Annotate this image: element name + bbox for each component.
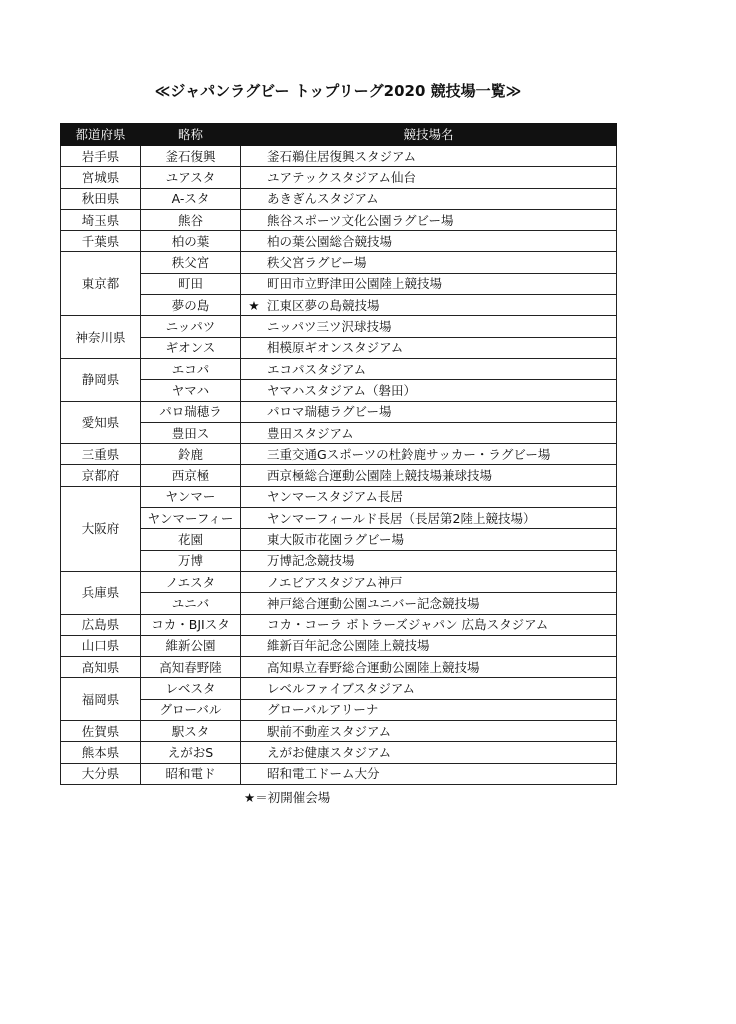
- venue-name: ニッパツ三ツ沢球技場: [267, 319, 392, 335]
- venue-cell: [241, 273, 617, 294]
- abbreviation-cell: 夢の島: [141, 295, 241, 316]
- table-row: [61, 742, 617, 763]
- abbreviation-cell: 町田: [141, 273, 241, 294]
- table-row: [61, 188, 617, 209]
- venue-cell: [241, 188, 617, 209]
- abbreviation-cell: グローバル: [141, 699, 241, 720]
- table-row: [61, 401, 617, 422]
- abbreviation-cell: 維新公園: [141, 635, 241, 656]
- footnote: ★＝初開催会場: [244, 790, 331, 805]
- abbreviation-cell: 鈴鹿: [141, 444, 241, 465]
- abbreviation-cell: 秩父宮: [141, 252, 241, 273]
- venue-name: 駅前不動産スタジアム: [267, 723, 392, 739]
- table-row: [61, 380, 617, 401]
- table-row: [61, 209, 617, 230]
- table-row: [61, 337, 617, 358]
- abbreviation-cell: 豊田ス: [141, 422, 241, 443]
- table-row: [61, 273, 617, 294]
- table-row: [61, 146, 617, 167]
- prefecture-cell: 佐賀県: [61, 721, 141, 742]
- venue-cell: [241, 678, 617, 699]
- table-row: [61, 486, 617, 507]
- table-row: [61, 699, 617, 720]
- venue-cell: [241, 614, 617, 635]
- prefecture-cell: 福岡県: [61, 678, 141, 721]
- venue-name: 三重交通Gスポーツの杜鈴鹿サッカー・ラグビー場: [267, 446, 551, 462]
- abbreviation-cell: ニッパツ: [141, 316, 241, 337]
- venue-name: 熊谷スポーツ文化公園ラグビー場: [267, 212, 454, 228]
- abbreviation-cell: コカ・BJIスタ: [141, 614, 241, 635]
- venue-name: 柏の葉公園総合競技場: [267, 233, 393, 249]
- abbreviation-cell: パロ瑞穂ラ: [141, 401, 241, 422]
- venue-cell: [241, 295, 617, 316]
- abbreviation-cell: 釜石復興: [141, 146, 241, 167]
- prefecture-cell: 秋田県: [61, 188, 141, 209]
- venue-name: ユアテックスタジアム仙台: [267, 169, 417, 185]
- venue-name: 東大阪市花園ラグビー場: [267, 531, 405, 547]
- abbreviation-cell: 高知春野陸: [141, 657, 241, 678]
- abbreviation-cell: 柏の葉: [141, 231, 241, 252]
- venue-name: あきぎんスタジアム: [267, 191, 379, 207]
- prefecture-cell: 千葉県: [61, 231, 141, 252]
- venue-name: 高知県立春野総合運動公園陸上競技場: [267, 659, 480, 675]
- venue-cell: [241, 529, 617, 550]
- venue-name: 秩父宮ラグビー場: [267, 255, 367, 271]
- venue-cell: [241, 444, 617, 465]
- abbreviation-cell: ノエスタ: [141, 571, 241, 592]
- venue-name: 万博記念競技場: [267, 553, 355, 569]
- venue-table: [60, 123, 617, 785]
- table-row: [61, 422, 617, 443]
- prefecture-cell: 神奈川県: [61, 316, 141, 359]
- abbreviation-cell: 昭和電ド: [141, 763, 241, 784]
- venue-name: パロマ瑞穂ラグビー場: [267, 404, 392, 420]
- table-header-row: [61, 124, 617, 146]
- venue-cell: [241, 252, 617, 273]
- abbreviation-cell: えがおS: [141, 742, 241, 763]
- venue-cell: [241, 316, 617, 337]
- table-row: [61, 167, 617, 188]
- abbreviation-cell: 駅スタ: [141, 721, 241, 742]
- venue-cell: [241, 763, 617, 784]
- venue-cell: [241, 657, 617, 678]
- venue-cell: [241, 422, 617, 443]
- table-row: [61, 571, 617, 592]
- prefecture-cell: 東京都: [61, 252, 141, 316]
- venue-name: レベルファイブスタジアム: [267, 681, 416, 697]
- venue-name: 江東区夢の島競技場: [267, 297, 380, 313]
- prefecture-cell: 静岡県: [61, 358, 141, 401]
- venue-name: ヤンマーフィールド長居（長居第2陸上競技場）: [267, 510, 536, 526]
- abbreviation-cell: A-スタ: [141, 188, 241, 209]
- star-icon: ★: [248, 297, 260, 313]
- table-row: [61, 316, 617, 337]
- venue-cell: [241, 465, 617, 486]
- abbreviation-cell: 花園: [141, 529, 241, 550]
- prefecture-cell: 宮城県: [61, 167, 141, 188]
- prefecture-cell: 高知県: [61, 657, 141, 678]
- venue-cell: [241, 721, 617, 742]
- header-venue: 競技場名: [241, 124, 617, 146]
- venue-name: えがお健康スタジアム: [267, 744, 392, 760]
- table-row: [61, 635, 617, 656]
- abbreviation-cell: ユニバ: [141, 593, 241, 614]
- venue-cell: [241, 337, 617, 358]
- venue-cell: [241, 571, 617, 592]
- venue-name: コカ・コーラ ボトラーズジャパン 広島スタジアム: [267, 617, 549, 633]
- venue-cell: [241, 401, 617, 422]
- venue-cell: [241, 699, 617, 720]
- table-row: [61, 358, 617, 379]
- venue-name: ノエビアスタジアム神戸: [267, 574, 403, 590]
- table-body: [61, 146, 617, 785]
- venue-name: 豊田スタジアム: [267, 425, 354, 441]
- abbreviation-cell: ヤンマーフィー: [141, 508, 241, 529]
- abbreviation-cell: 西京極: [141, 465, 241, 486]
- venue-name: エコパスタジアム: [267, 361, 367, 377]
- prefecture-cell: 大阪府: [61, 486, 141, 571]
- table-row: [61, 231, 617, 252]
- venue-cell: [241, 508, 617, 529]
- table-row: [61, 593, 617, 614]
- venue-cell: [241, 550, 617, 571]
- abbreviation-cell: ユアスタ: [141, 167, 241, 188]
- abbreviation-cell: レベスタ: [141, 678, 241, 699]
- venue-cell: [241, 593, 617, 614]
- venue-cell: [241, 231, 617, 252]
- prefecture-cell: 三重県: [61, 444, 141, 465]
- venue-name: 神戸総合運動公園ユニバー記念競技場: [267, 595, 480, 611]
- venue-cell: [241, 167, 617, 188]
- prefecture-cell: 大分県: [61, 763, 141, 784]
- venue-name: 昭和電工ドーム大分: [267, 766, 380, 782]
- table-row: [61, 763, 617, 784]
- venue-cell: [241, 742, 617, 763]
- venue-cell: [241, 486, 617, 507]
- venue-name: グローバルアリーナ: [267, 702, 379, 718]
- venue-cell: [241, 146, 617, 167]
- table-row: [61, 295, 617, 316]
- venue-name: 相模原ギオンスタジアム: [267, 340, 404, 356]
- table-row: [61, 252, 617, 273]
- table-row: [61, 508, 617, 529]
- abbreviation-cell: ヤンマー: [141, 486, 241, 507]
- table-row: [61, 678, 617, 699]
- header-prefecture: 都道府県: [61, 124, 141, 146]
- header-abbreviation: 略称: [141, 124, 241, 146]
- venue-name: 維新百年記念公園陸上競技場: [267, 638, 430, 654]
- prefecture-cell: 広島県: [61, 614, 141, 635]
- table-row: [61, 444, 617, 465]
- venue-name: 町田市立野津田公園陸上競技場: [267, 276, 443, 292]
- venue-cell: [241, 635, 617, 656]
- abbreviation-cell: エコパ: [141, 358, 241, 379]
- prefecture-cell: 岩手県: [61, 146, 141, 167]
- abbreviation-cell: 万博: [141, 550, 241, 571]
- prefecture-cell: 埼玉県: [61, 209, 141, 230]
- table-row: [61, 721, 617, 742]
- venue-name: 釜石鵜住居復興スタジアム: [267, 148, 417, 164]
- page-title: ≪ジャパンラグビー トップリーグ2020 競技場一覧≫: [154, 82, 522, 100]
- table-row: [61, 529, 617, 550]
- prefecture-cell: 山口県: [61, 635, 141, 656]
- venue-name: 西京極総合運動公園陸上競技場兼球技場: [267, 468, 493, 484]
- prefecture-cell: 兵庫県: [61, 571, 141, 614]
- table-row: [61, 550, 617, 571]
- abbreviation-cell: ギオンス: [141, 337, 241, 358]
- abbreviation-cell: 熊谷: [141, 209, 241, 230]
- venue-cell: [241, 358, 617, 379]
- venue-cell: [241, 380, 617, 401]
- prefecture-cell: 熊本県: [61, 742, 141, 763]
- prefecture-cell: 京都府: [61, 465, 141, 486]
- venue-cell: [241, 209, 617, 230]
- table-row: [61, 614, 617, 635]
- venue-name: ヤマハスタジアム（磐田）: [267, 382, 417, 398]
- table-row: [61, 657, 617, 678]
- venue-name: ヤンマースタジアム長居: [267, 489, 403, 505]
- abbreviation-cell: ヤマハ: [141, 380, 241, 401]
- table-row: [61, 465, 617, 486]
- prefecture-cell: 愛知県: [61, 401, 141, 444]
